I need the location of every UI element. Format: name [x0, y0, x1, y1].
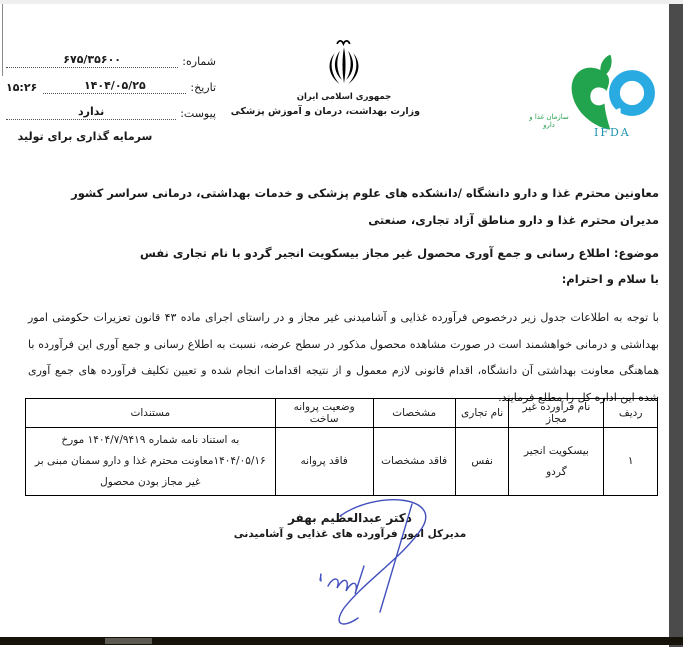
header-documentation: مستندات — [26, 399, 276, 428]
handwritten-signature-icon — [282, 494, 477, 634]
table-row — [26, 428, 658, 496]
window-top-edge — [0, 0, 683, 4]
cell-row-no: ۱ — [604, 428, 658, 496]
right-panel-strip — [669, 4, 683, 647]
country-name: جمهوری اسلامی ایران — [296, 92, 392, 102]
cell-license-status: فاقد پروانه — [275, 428, 373, 496]
date-value: ۱۴۰۴/۰۵/۲۵ — [43, 79, 186, 94]
ifda-logo — [524, 50, 664, 145]
horizontal-scrollbar[interactable] — [0, 637, 683, 645]
attachment-label: پیوست: — [180, 107, 216, 120]
ifda-apple-icon — [562, 50, 662, 136]
body-paragraph: با توجه به اطلاعات جدول زیر درخصوص فرآورده غذایی و آشامیدنی غیر مجاز و در راستای اجرای ماده ۴۳ قانون تعزیرات حکومتی امور بهداشتی و درمانی خواهشمند است در صورت مشاهده محصول مذکور در سطح عرضه، نسبت به اطلاع رسانی و جمع آوری این فرآورده با هماهنگی معاونت بهداشتی آن دانشگاه، اقدام قانونی لازم معمول و از نتیجه اقدامات انجام شده و تعیین تکلیف فرآورده های جمع آوری شده این اداره کل را مطلع فرمایند. — [28, 311, 659, 404]
recipient-lines — [26, 180, 659, 234]
number-label: شماره: — [182, 55, 216, 68]
recipient-line-2: مدیران محترم غذا و دارو مناطق آزاد تجاری، صنعتی — [368, 213, 659, 227]
cell-documentation: به استناد نامه شماره ۱۴۰۴/۷/۹۴۱۹ مورخ ۱۴۰۴/۰۵/۱۶معاونت محترم غذا و دارو سمنان مبنی بر غیر مجاز بودن محصول — [26, 428, 276, 496]
cell-product-name: بیسکویت انجیر گردو — [509, 428, 604, 496]
iran-coat-of-arms-icon — [318, 36, 370, 90]
time-value: ۱۵:۲۶ — [6, 81, 38, 94]
header-license-status: وضعیت پروانه ساخت — [275, 399, 373, 428]
year-slogan: سرمایه گذاری برای تولید — [17, 130, 153, 143]
subject-line: موضوع: اطلاع رسانی و جمع آوری محصول غیر مجاز بیسکویت انجیر گردو با نام تجاری نفس — [140, 246, 659, 260]
date-label: تاریخ: — [190, 81, 216, 94]
header-brand: نام تجاری — [455, 399, 509, 428]
header-product-name: نام فرآورده غیر مجاز — [509, 399, 604, 428]
field-attachment — [6, 104, 216, 120]
horizontal-scrollbar-thumb[interactable] — [105, 638, 152, 644]
number-value: ۶۷۵/۳۵۶۰۰ — [6, 53, 178, 68]
ifda-acronym: IFDA — [594, 126, 631, 139]
field-date — [6, 78, 216, 94]
signer-name: دکتر عبدالعظیم بهفر — [288, 511, 412, 525]
recipient-line-1: معاونین محترم غذا و دارو دانشگاه /دانشکده های علوم پزشکی و خدمات بهداشتی، درمانی سراسر کشور — [71, 186, 659, 200]
ifda-persian-name: سازمان غذا و دارو — [529, 113, 569, 129]
field-number — [6, 52, 216, 68]
attachment-value: ندارد — [6, 105, 176, 120]
page-left-edge-line — [2, 4, 3, 76]
cell-brand: نفس — [455, 428, 509, 496]
signer-title: مدیرکل امور فرآورده های غذایی و آشامیدنی — [233, 528, 467, 540]
salutation-line: با سلام و احترام: — [561, 272, 659, 286]
letterhead-fields — [6, 52, 216, 130]
table-header-row — [26, 399, 658, 428]
ministry-name: وزارت بهداشت، درمان و آموزش پزشکی — [230, 106, 420, 117]
header-specs: مشخصات — [373, 399, 455, 428]
product-recall-table — [25, 398, 658, 496]
cell-specs: فاقد مشخصات — [373, 428, 455, 496]
header-row-no: ردیف — [604, 399, 658, 428]
ministry-letterhead — [230, 36, 420, 117]
